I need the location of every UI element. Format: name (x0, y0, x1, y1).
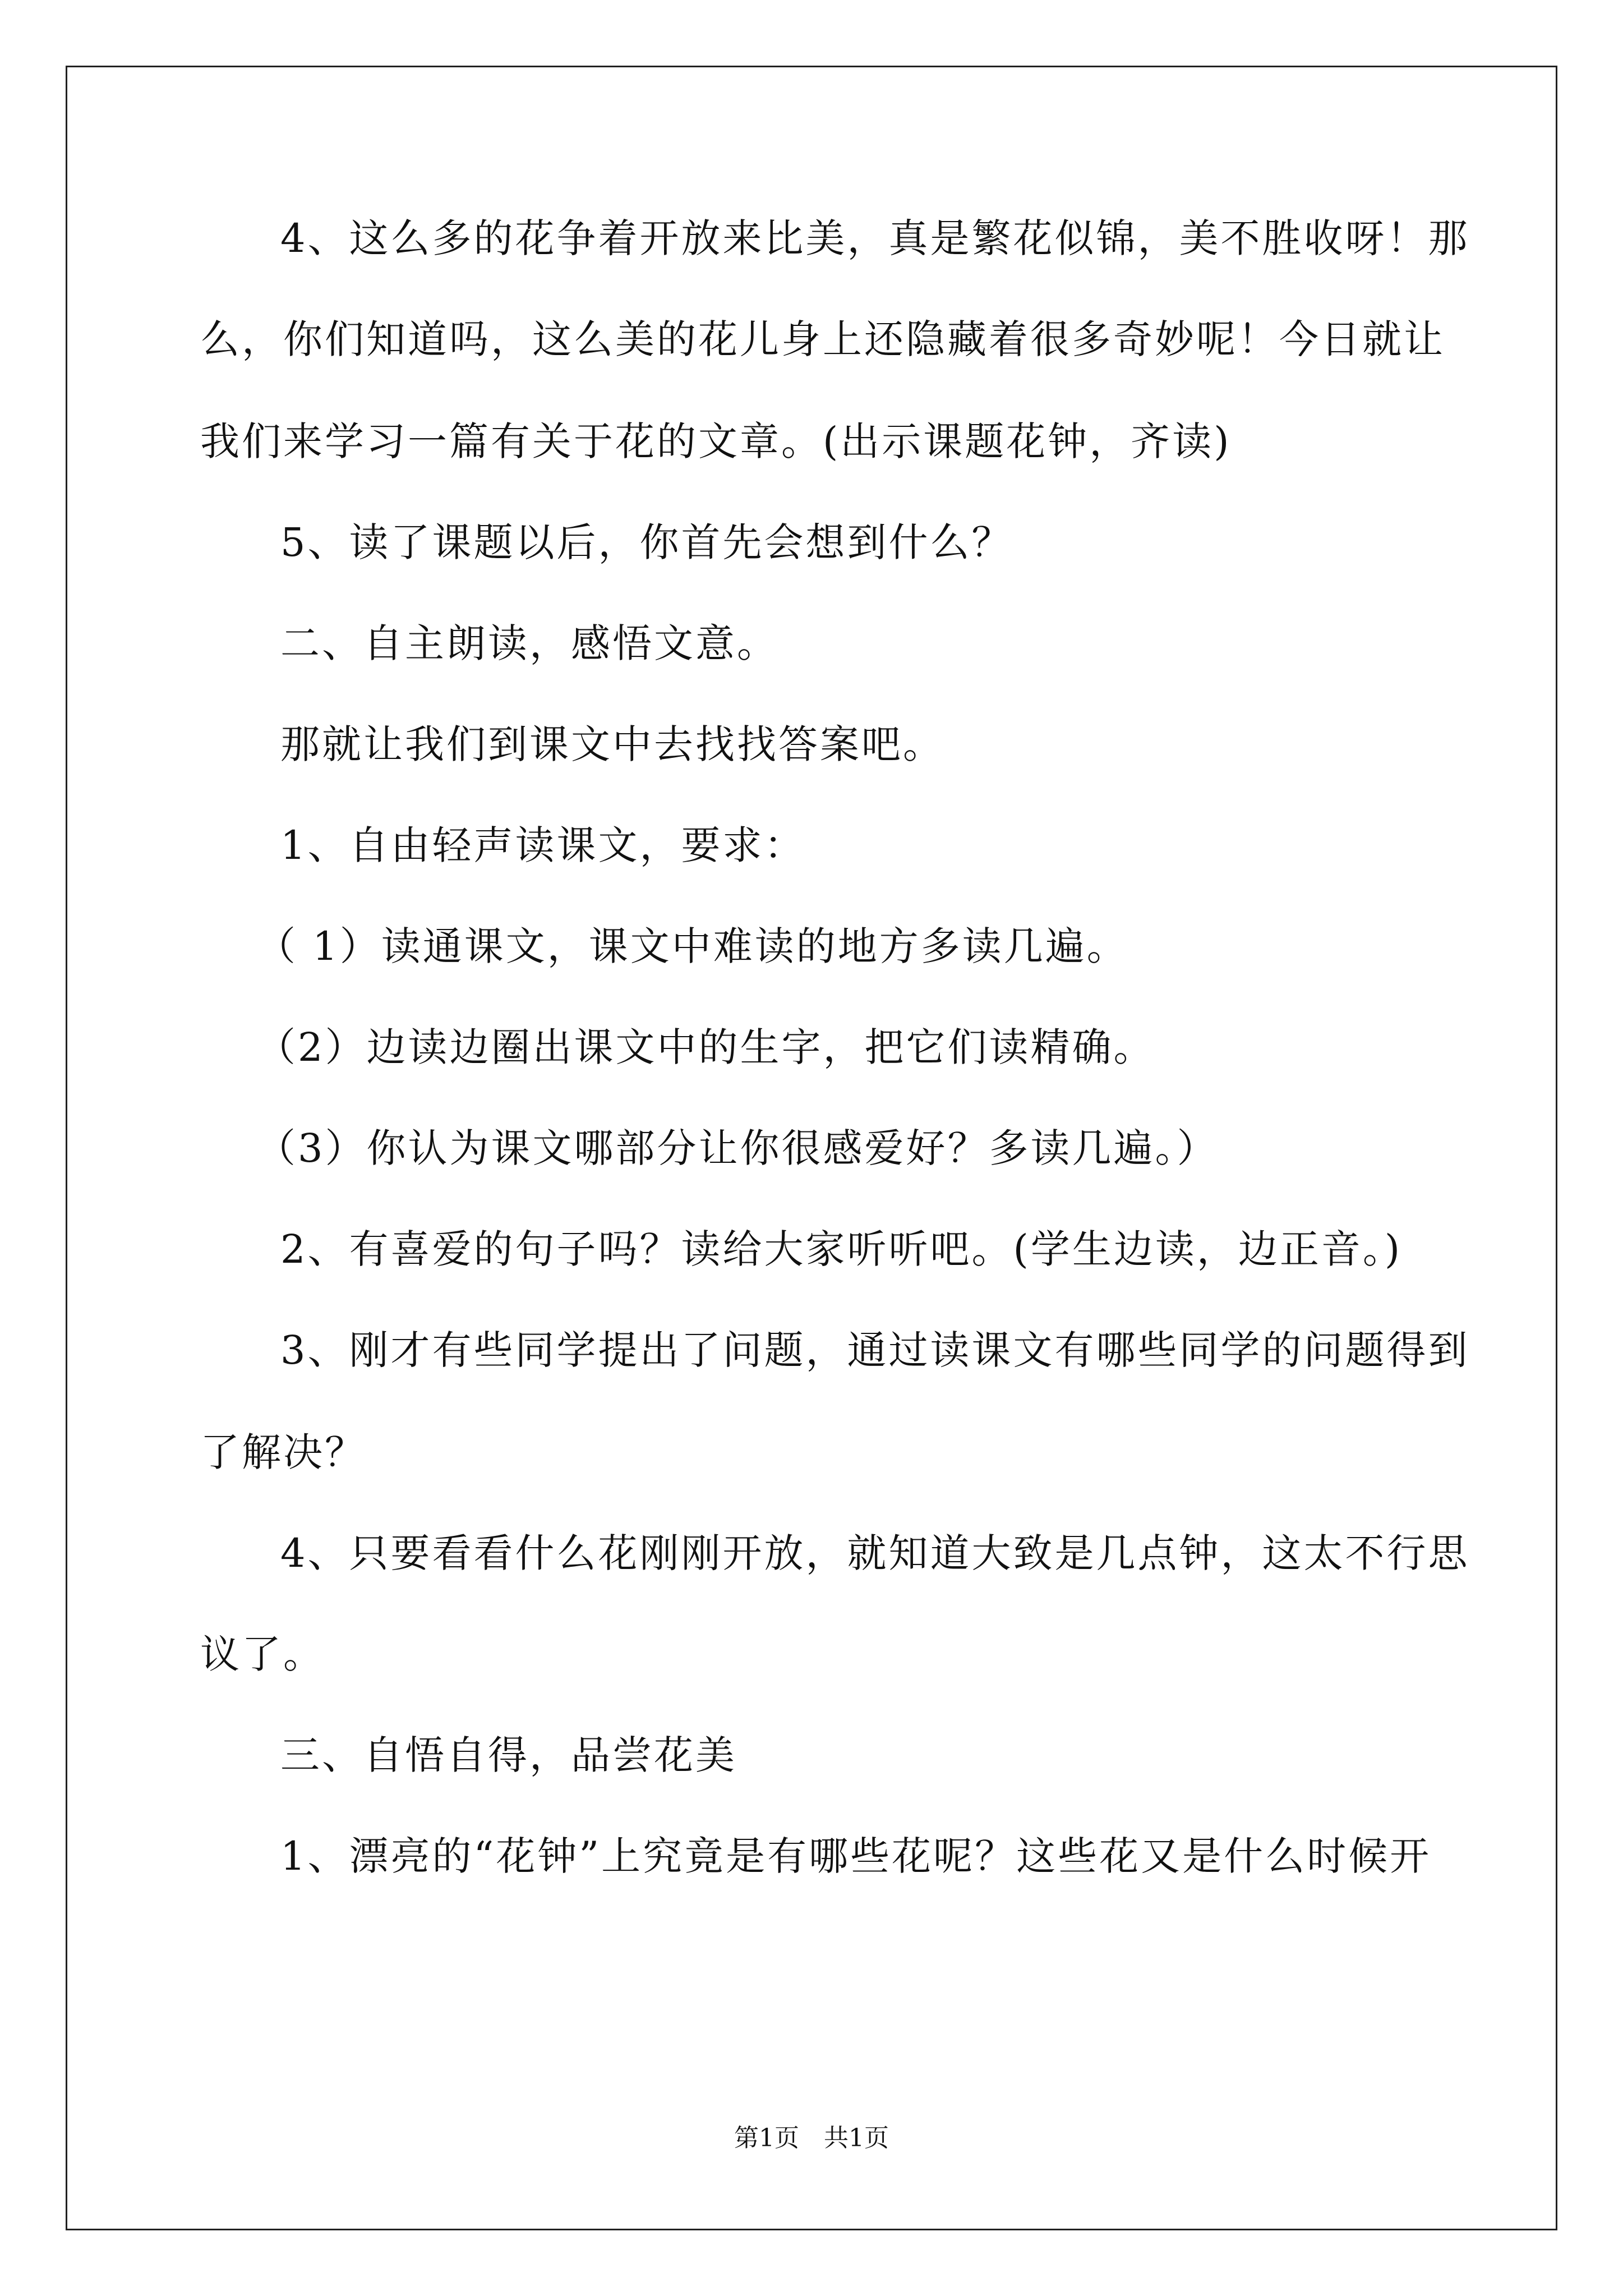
section-heading-2: 二、自主朗读，感悟文意。 (280, 620, 778, 666)
paragraph-line-7: 1、自由轻声读课文，要求： (280, 822, 806, 868)
page-footer: 第1页 共1页 (734, 2124, 889, 2152)
paragraph-line-6: 那就让我们到课文中去找找答案吧。 (280, 721, 944, 767)
section-heading-3: 三、自悟自得，品尝花美 (280, 1732, 737, 1778)
paragraph-line-4: 5、读了课题以后，你首先会想到什么？ (280, 519, 1013, 565)
paragraph-line-2: 么，你们知道吗，这么美的花儿身上还隐藏着很多奇妙呢！今日就让 (200, 316, 1445, 362)
paragraph-line-10: （3）你认为课文哪部分让你很感爱好？多读几遍。） (256, 1125, 1219, 1171)
paragraph-line-11: 2、有喜爱的句子吗？读给大家听听吧。(学生边读，边正音。) (280, 1226, 1403, 1272)
paragraph-line-17: 1、漂亮的“花钟”上究竟是有哪些花呢？这些花又是什么时候开 (280, 1833, 1432, 1879)
paragraph-line-8: （ 1）读通课文，课文中难读的地方多读几遍。 (256, 923, 1128, 969)
paragraph-line-13: 了解决？ (200, 1429, 366, 1475)
paragraph-line-3: 我们来学习一篇有关于花的文章。(出示课题花钟，齐读) (200, 418, 1232, 464)
paragraph-line-1: 4、这么多的花争着开放来比美，真是繁花似锦，美不胜收呀！那 (280, 215, 1470, 261)
paragraph-line-15: 议了。 (200, 1631, 325, 1677)
paragraph-line-14: 4、只要看看什么花刚刚开放，就知道大致是几点钟，这太不行思 (280, 1530, 1470, 1576)
paragraph-line-12: 3、刚才有些同学提出了问题，通过读课文有哪些同学的问题得到 (280, 1327, 1470, 1373)
paragraph-line-9: （2）边读边圈出课文中的生字，把它们读精确。 (256, 1024, 1155, 1070)
